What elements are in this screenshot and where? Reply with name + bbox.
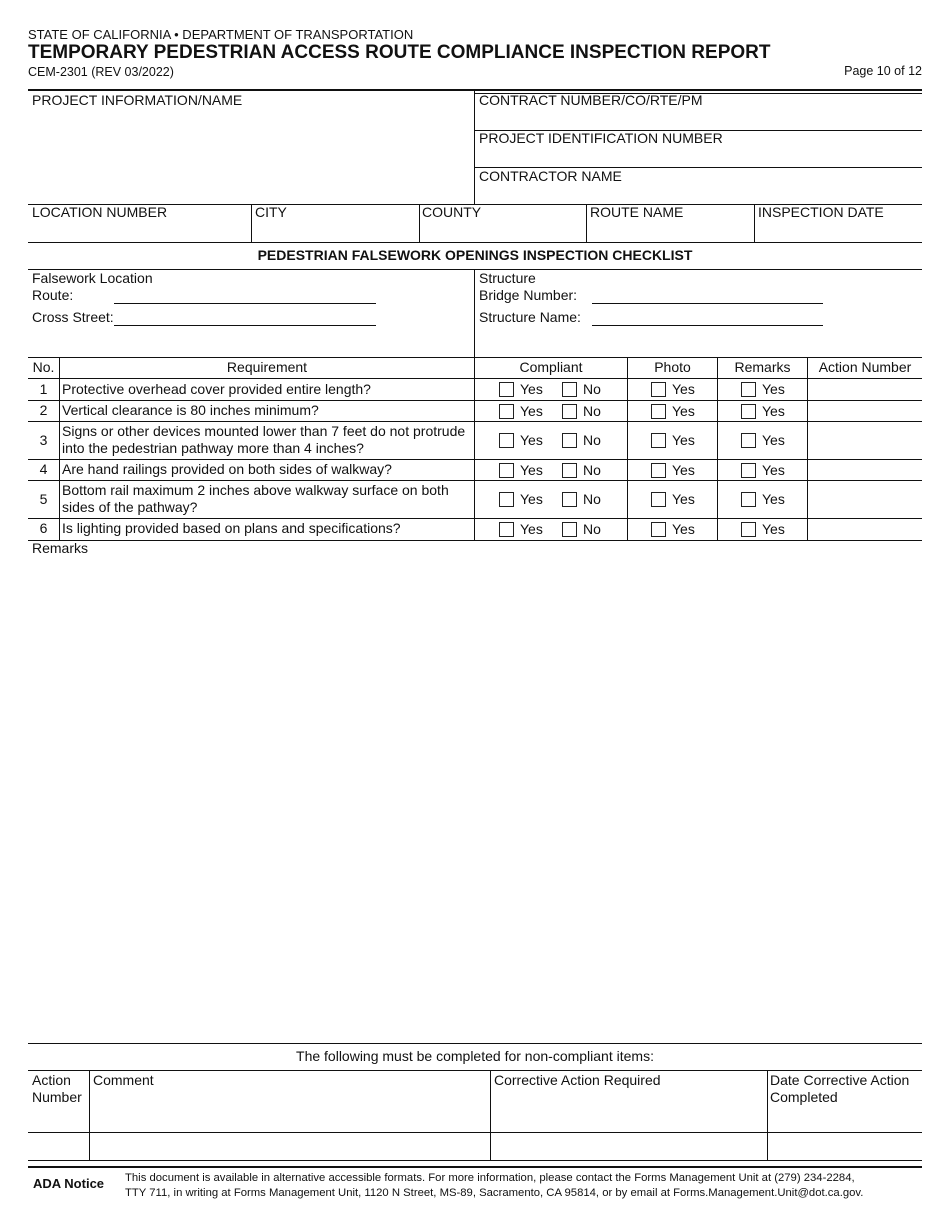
top-rule xyxy=(28,89,922,91)
corrective-action-input[interactable] xyxy=(492,1134,765,1159)
rule xyxy=(28,378,922,379)
compliant-yes-checkbox[interactable]: Yes xyxy=(499,381,543,397)
remarks-field[interactable] xyxy=(30,560,920,1040)
row-number: 1 xyxy=(39,381,48,397)
route-label: Route: xyxy=(32,287,74,303)
structure-name-field[interactable] xyxy=(592,325,823,326)
action-number-field[interactable] xyxy=(809,380,920,399)
rule xyxy=(28,1132,922,1133)
divider xyxy=(767,1070,768,1160)
photo-yes-checkbox[interactable]: Yes xyxy=(651,432,695,448)
remarks-label: Remarks xyxy=(32,540,89,556)
contract-number-field[interactable] xyxy=(478,110,918,128)
structure-name-label: Structure Name: xyxy=(479,309,581,325)
col-no: No. xyxy=(32,359,55,375)
bridge-number-label: Bridge Number: xyxy=(479,287,578,303)
contractor-name-label: CONTRACTOR NAME xyxy=(479,168,622,184)
action-number-field[interactable] xyxy=(809,482,920,516)
col-requirement: Requirement xyxy=(226,359,308,375)
route-name-label: ROUTE NAME xyxy=(590,204,684,220)
form-number: CEM-2301 (REV 03/2022) xyxy=(28,65,174,79)
compliant-no-checkbox[interactable]: No xyxy=(562,462,601,478)
remarks-yes-checkbox[interactable]: Yes xyxy=(741,521,785,537)
col-photo: Photo xyxy=(654,359,691,375)
rule xyxy=(28,518,922,519)
location-number-label: LOCATION NUMBER xyxy=(32,204,168,220)
divider xyxy=(59,357,60,540)
contract-number-label: CONTRACT NUMBER/CO/RTE/PM xyxy=(479,92,703,108)
rule xyxy=(28,1043,922,1044)
date-completed-header-cont: Completed xyxy=(770,1089,838,1105)
compliant-yes-checkbox[interactable]: Yes xyxy=(499,462,543,478)
route-name-field[interactable] xyxy=(588,222,751,240)
photo-yes-checkbox[interactable]: Yes xyxy=(651,462,695,478)
row-requirement: Is lighting provided based on plans and specifications? xyxy=(62,520,401,536)
form-title: TEMPORARY PEDESTRIAN ACCESS ROUTE COMPLIANCE INSPECTION REPORT xyxy=(28,42,771,63)
remarks-yes-checkbox[interactable]: Yes xyxy=(741,462,785,478)
row-number: 6 xyxy=(39,520,48,536)
ada-notice-label: ADA Notice xyxy=(33,1176,105,1191)
rule xyxy=(28,459,922,460)
row-requirement-cont: sides of the pathway? xyxy=(62,499,198,515)
rule xyxy=(28,480,922,481)
divider xyxy=(419,204,420,242)
divider xyxy=(627,357,628,540)
action-number-field[interactable] xyxy=(809,402,920,420)
divider xyxy=(490,1070,491,1160)
rule xyxy=(28,421,922,422)
rule xyxy=(28,242,922,243)
compliant-no-checkbox[interactable]: No xyxy=(562,521,601,537)
action-number-input[interactable] xyxy=(30,1134,87,1159)
comment-input[interactable] xyxy=(91,1134,488,1159)
photo-yes-checkbox[interactable]: Yes xyxy=(651,521,695,537)
compliant-yes-checkbox[interactable]: Yes xyxy=(499,403,543,419)
row-requirement: Protective overhead cover provided entire length? xyxy=(62,381,371,397)
location-number-field[interactable] xyxy=(30,222,248,240)
cross-street-field[interactable] xyxy=(114,325,376,326)
city-label: CITY xyxy=(255,204,287,220)
compliant-no-checkbox[interactable]: No xyxy=(562,432,601,448)
row-number: 2 xyxy=(39,402,48,418)
divider xyxy=(89,1070,90,1160)
photo-yes-checkbox[interactable]: Yes xyxy=(651,403,695,419)
remarks-yes-checkbox[interactable]: Yes xyxy=(741,491,785,507)
divider xyxy=(474,357,475,540)
inspection-date-field[interactable] xyxy=(756,222,919,240)
divider xyxy=(807,357,808,540)
date-completed-input[interactable] xyxy=(769,1134,920,1159)
col-action-number: Action Number xyxy=(818,359,912,375)
project-info-label: PROJECT INFORMATION/NAME xyxy=(32,92,243,108)
remarks-yes-checkbox[interactable]: Yes xyxy=(741,403,785,419)
falsework-location-label: Falsework Location xyxy=(32,270,153,286)
compliant-no-checkbox[interactable]: No xyxy=(562,403,601,419)
inspection-date-label: INSPECTION DATE xyxy=(758,204,884,220)
divider xyxy=(586,204,587,242)
rule xyxy=(28,357,922,358)
row-number: 4 xyxy=(39,461,48,477)
agency-line: STATE OF CALIFORNIA • DEPARTMENT OF TRANSPORTATION xyxy=(28,27,414,42)
rule xyxy=(28,1160,922,1161)
action-number-field[interactable] xyxy=(809,461,920,479)
page-number: Page 10 of 12 xyxy=(844,64,922,78)
project-id-label: PROJECT IDENTIFICATION NUMBER xyxy=(479,130,723,146)
action-number-header: Action xyxy=(32,1072,71,1088)
divider xyxy=(474,269,475,357)
compliant-yes-checkbox[interactable]: Yes xyxy=(499,521,543,537)
project-info-field[interactable] xyxy=(30,110,470,200)
rule xyxy=(28,400,922,401)
compliant-yes-checkbox[interactable]: Yes xyxy=(499,491,543,507)
row-requirement-cont: into the pedestrian pathway more than 4 inches? xyxy=(62,440,364,456)
row-number: 3 xyxy=(39,432,48,448)
action-number-header-cont: Number xyxy=(32,1089,82,1105)
divider xyxy=(474,89,475,204)
rule xyxy=(28,1070,922,1071)
row-requirement: Bottom rail maximum 2 inches above walkway surface on both xyxy=(62,482,449,498)
col-remarks: Remarks xyxy=(734,359,791,375)
structure-label: Structure xyxy=(479,270,536,286)
row-number: 5 xyxy=(39,491,48,507)
row-requirement: Vertical clearance is 80 inches minimum? xyxy=(62,402,319,418)
divider xyxy=(754,204,755,242)
remarks-yes-checkbox[interactable]: Yes xyxy=(741,381,785,397)
ada-notice-line2: TTY 711, in writing at Forms Management Unit, 1120 N Street, MS-89, Sacramento, CA 95814, or by email at Forms.Management.Unit@dot.ca.gov. xyxy=(125,1187,864,1199)
cross-street-label: Cross Street: xyxy=(32,309,114,325)
checklist-title: PEDESTRIAN FALSEWORK OPENINGS INSPECTION CHECKLIST xyxy=(257,247,693,263)
row-requirement: Are hand railings provided on both sides of walkway? xyxy=(62,461,392,477)
col-compliant: Compliant xyxy=(519,359,583,375)
compliant-yes-checkbox[interactable]: Yes xyxy=(499,432,543,448)
corrective-action-header: Corrective Action Required xyxy=(494,1072,661,1088)
county-field[interactable] xyxy=(421,222,584,240)
comment-header: Comment xyxy=(93,1072,154,1088)
project-id-field[interactable] xyxy=(478,148,918,166)
compliant-no-checkbox[interactable]: No xyxy=(562,491,601,507)
date-completed-header: Date Corrective Action xyxy=(770,1072,910,1088)
photo-yes-checkbox[interactable]: Yes xyxy=(651,491,695,507)
route-field[interactable] xyxy=(114,303,376,304)
footer-rule xyxy=(28,1166,922,1168)
row-requirement: Signs or other devices mounted lower than 7 feet do not protrude xyxy=(62,423,466,439)
divider xyxy=(251,204,252,242)
city-field[interactable] xyxy=(253,222,416,240)
rule xyxy=(28,540,922,541)
remarks-yes-checkbox[interactable]: Yes xyxy=(741,432,785,448)
contractor-name-field[interactable] xyxy=(478,186,918,204)
photo-yes-checkbox[interactable]: Yes xyxy=(651,381,695,397)
action-number-field[interactable] xyxy=(809,520,920,539)
bridge-number-field[interactable] xyxy=(592,303,823,304)
action-number-field[interactable] xyxy=(809,423,920,457)
county-label: COUNTY xyxy=(422,204,482,220)
divider xyxy=(717,357,718,540)
rule xyxy=(28,269,922,270)
compliant-no-checkbox[interactable]: No xyxy=(562,381,601,397)
ada-notice-line1: This document is available in alternative accessible formats. For more information, please contact the Forms Management Unit at (279) 234-2284, xyxy=(125,1172,855,1184)
noncompliant-heading: The following must be completed for non-compliant items: xyxy=(296,1048,654,1064)
